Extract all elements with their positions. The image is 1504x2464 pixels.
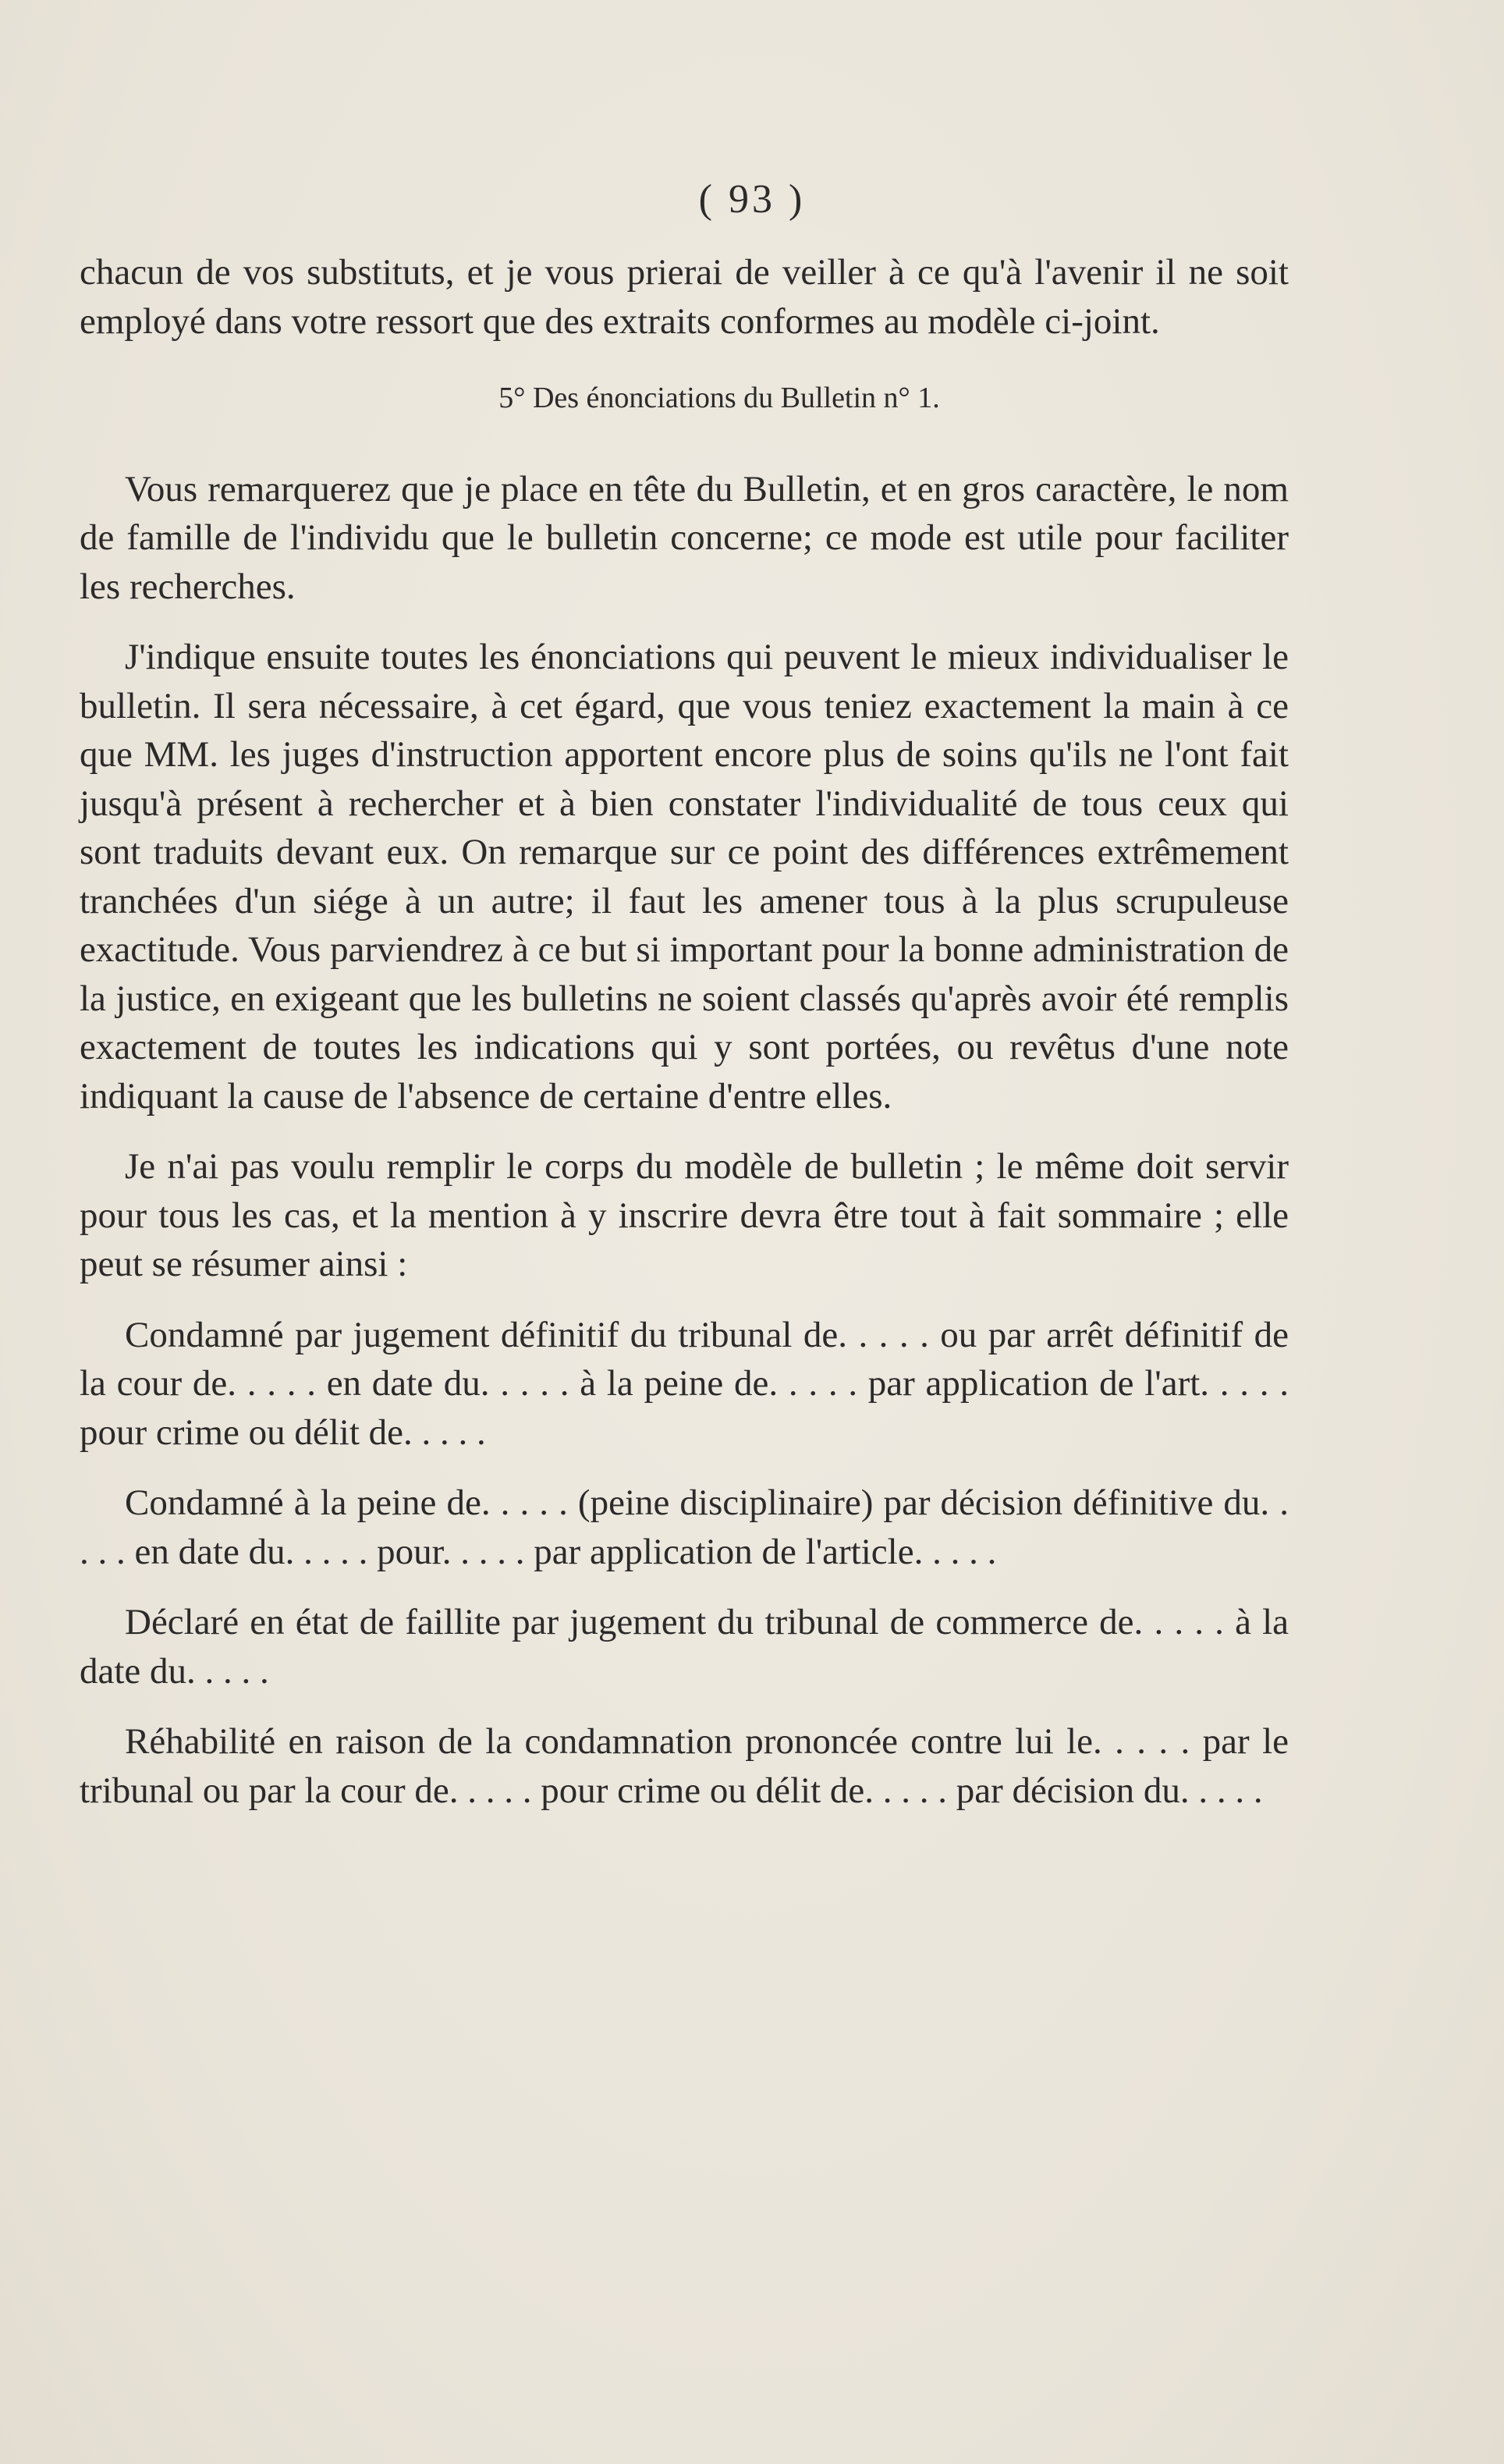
paragraph-enunciations: J'indique ensuite toutes les énonciations qui peuvent le mieux individualiser le bulletin. Il sera nécessaire, à cet égard, que vous teniez exactement la main à ce que MM. les juges d'instruction apportent encore plus de soins qu'ils ne l'ont fait jusqu'à présent à rechercher et à bien constater l'individualité de tous ceux qui sont traduits devant eux. On remarque sur ce point des différences extrêmement tranchées d'un siége à un autre; il faut les amener tous à la plus scrupuleuse exactitude. Vous parviendrez à ce but si important pour la bonne administration de la justice, en exigeant que les bulletins ne soient classés qu'après avoir été remplis exactement de toutes les indications qui y sont portées, ou revêtus d'une note indiquant la cause de l'absence de certaine d'entre elles. [80,637,1289,1117]
page-number: ( 93 ) [698,177,806,222]
continuation-paragraph: chacun de vos substituts, et je vous prierai de veiller à ce qu'à l'avenir il ne soit employé dans votre ressort que des extraits conformes au modèle ci-joint. [80,252,1289,342]
formula-condamne-jugement: Condamné par jugement définitif du tribunal de. . . . . ou par arrêt définitif de la cour de. . . . . en date du. . . . . à la peine de. . . . . par application de l'art. . . . . pour crime ou délit de. . . . . [80,1314,1289,1453]
formula-condamne-discipline: Condamné à la peine de. . . . . (peine disciplinaire) par décision définitive du. . . . . en date du. . . . . pour. . . . . par application de l'article. . . . . [80,1482,1289,1572]
page-body [80,248,1289,1837]
paragraph-intro: Vous remarquerez que je place en tête du Bulletin, et en gros caractère, le nom de famille de l'individu que le bulletin concerne; ce mode est utile pour faciliter les recherches. [80,468,1289,607]
formula-faillite: Déclaré en état de faillite par jugement du tribunal de commerce de. . . . . à la date du. . . . . [80,1602,1289,1692]
formula-rehabilite: Réhabilité en raison de la condamnation prononcée contre lui le. . . . . par le tribunal ou par la cour de. . . . . pour crime ou délit de. . . . . par décision du. . . . . [80,1721,1289,1811]
section-heading: 5° Des énonciations du Bulletin n° 1. [498,382,940,414]
paragraph-model: Je n'ai pas voulu remplir le corps du modèle de bulletin ; le même doit servir pour tous les cas, et la mention à y inscrire devra être tout à fait sommaire ; elle peut se résumer ainsi : [80,1146,1289,1284]
